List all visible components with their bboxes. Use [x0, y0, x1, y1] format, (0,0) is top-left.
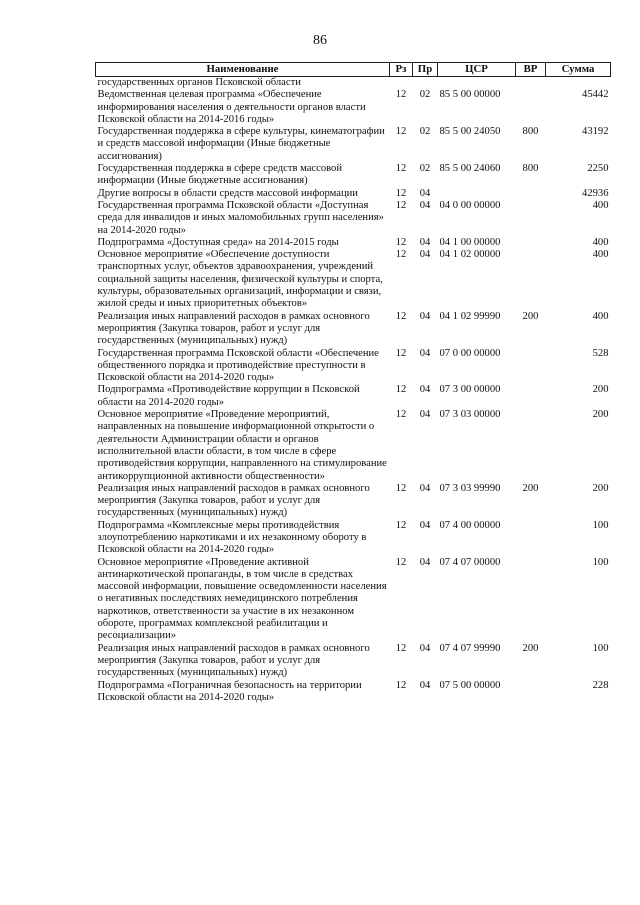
row-vr: 800 [522, 126, 539, 138]
row-rz: 12 [395, 409, 407, 421]
row-name: Реализация иных направлений расходов в рамках основного мероприятия (Закупка товаров, работ и услуг для государственных (муниципальных) нужд) [97, 642, 370, 679]
row-pr: 02 [419, 89, 431, 101]
row-rz: 12 [395, 236, 407, 248]
row-csr [438, 77, 516, 90]
row-name: Реализация иных направлений расходов в рамках основного мероприятия (Закупка товаров, работ и услуг для государственных (муниципальных) нужд) [97, 310, 370, 347]
row-pr: 04 [419, 679, 431, 691]
row-name: Государственная поддержка в сфере средств массовой информации (Иные бюджетные ассигнования) [97, 163, 343, 187]
table-header [96, 63, 611, 77]
row-sum: 2250 [587, 163, 609, 175]
header-rz: Рз [390, 63, 413, 77]
row-rz: 12 [395, 126, 407, 138]
row-csr: 07 4 07 00000 [439, 556, 501, 568]
row-sum: 42936 [582, 187, 609, 199]
row-rz: 12 [395, 310, 407, 322]
row-sum: 400 [592, 236, 609, 248]
row-csr: 07 3 00 00000 [439, 384, 501, 396]
table-row [96, 348, 611, 385]
row-pr: 02 [419, 163, 431, 175]
header-sum: Сумма [546, 63, 611, 77]
row-name: Другие вопросы в области средств массовой информации [97, 187, 358, 199]
table-row [96, 237, 611, 249]
row-sum [546, 77, 611, 90]
row-pr: 04 [419, 556, 431, 568]
row-rz: 12 [395, 347, 407, 359]
header-csr: ЦСР [438, 63, 516, 77]
table-row [96, 409, 611, 483]
table-row [96, 126, 611, 163]
row-name: Реализация иных направлений расходов в рамках основного мероприятия (Закупка товаров, работ и услуг для государственных (муниципальных) нужд) [97, 482, 370, 519]
row-sum: 228 [592, 679, 609, 691]
row-sum: 100 [592, 519, 609, 531]
row-pr: 04 [419, 384, 431, 396]
table-row [96, 163, 611, 188]
row-csr: 07 3 03 00000 [439, 409, 501, 421]
row-csr: 85 5 00 24050 [439, 126, 501, 138]
row-csr: 85 5 00 24060 [439, 163, 501, 175]
table-body [96, 77, 611, 705]
row-csr: 04 1 02 99990 [439, 310, 501, 322]
table-row [96, 643, 611, 680]
row-sum: 400 [592, 199, 609, 211]
row-name: Подпрограмма «Пограничная безопасность на территории Псковской области на 2014-2020 годы» [97, 679, 362, 703]
row-name: Основное мероприятие «Проведение мероприятий, направленных на повышение информационной открытости о деятельности Администрации области и органов исполнительной власти области, в том числе в сфере противодействия коррупции, направленного на стимулирование антикоррупционной активности общественности» [97, 409, 387, 482]
row-csr: 07 4 00 00000 [439, 519, 501, 531]
header-pr: Пр [413, 63, 438, 77]
row-vr: 800 [522, 163, 539, 175]
row-vr [516, 200, 546, 237]
row-pr: 04 [419, 236, 431, 248]
row-csr: 04 1 00 00000 [439, 236, 501, 248]
row-rz [390, 77, 413, 90]
row-pr: 04 [419, 249, 431, 261]
row-csr: 07 4 07 99990 [439, 642, 501, 654]
table-row [96, 483, 611, 520]
row-rz: 12 [395, 679, 407, 691]
row-rz: 12 [395, 163, 407, 175]
header-name: Наименование [96, 63, 390, 77]
row-pr: 04 [419, 310, 431, 322]
row-rz: 12 [395, 89, 407, 101]
row-vr [516, 188, 546, 200]
row-pr: 04 [419, 519, 431, 531]
row-name: Подпрограмма «Противодействие коррупции в Псковской области на 2014-2020 годы» [97, 384, 360, 408]
row-name: Ведомственная целевая программа «Обеспечение информирования населения о деятельности органов власти Псковской области на 2014-2016 годы» [97, 89, 366, 125]
row-vr [516, 520, 546, 557]
row-csr: 07 3 03 99990 [439, 482, 501, 494]
row-vr [516, 249, 546, 310]
row-pr: 04 [419, 642, 431, 654]
table-row [96, 200, 611, 237]
row-csr: 04 1 02 00000 [439, 249, 501, 261]
row-name: Подпрограмма «Комплексные меры противодействия злоупотреблению наркотиками и их незаконному обороту в Псковской области на 2014-2020 годы» [97, 519, 367, 556]
row-name: Государственная программа Псковской области «Доступная среда для инвалидов и иных маломобильных групп населения» на 2014-2020 годы» [97, 199, 384, 236]
row-rz: 12 [395, 249, 407, 261]
table-row [96, 520, 611, 557]
row-pr: 04 [419, 187, 431, 199]
row-csr: 04 0 00 00000 [439, 199, 501, 211]
row-rz: 12 [395, 187, 407, 199]
row-csr: 07 5 00 00000 [439, 679, 501, 691]
row-rz: 12 [395, 199, 407, 211]
header-vr: ВР [516, 63, 546, 77]
row-pr: 04 [419, 347, 431, 359]
row-sum: 200 [592, 482, 609, 494]
row-csr [438, 188, 516, 200]
row-vr [516, 384, 546, 409]
row-name: Основное мероприятие «Обеспечение доступности транспортных услуг, объектов здравоохранения, учреждений социальной защиты населения, физической культуры и спорта, культуры, образовательных организаций, информации и связи, жилой среды и иных приоритетных объектов» [97, 249, 383, 310]
row-rz: 12 [395, 384, 407, 396]
row-vr [516, 680, 546, 705]
row-sum: 100 [592, 642, 609, 654]
table-row [96, 557, 611, 643]
table-row [96, 249, 611, 310]
table-row [96, 77, 611, 90]
row-sum: 45442 [582, 89, 609, 101]
budget-table [95, 62, 611, 704]
row-pr: 04 [419, 482, 431, 494]
row-sum: 43192 [582, 126, 609, 138]
row-sum: 528 [592, 347, 609, 359]
table-row [96, 89, 611, 126]
page-number: 86 [313, 33, 327, 48]
row-vr [516, 557, 546, 643]
row-sum: 400 [592, 310, 609, 322]
row-name: Государственная поддержка в сфере культуры, кинематографии и средств массовой информации (Иные бюджетные ассигнования) [97, 126, 385, 162]
row-pr [413, 77, 438, 90]
row-vr [516, 89, 546, 126]
table-row [96, 384, 611, 409]
row-vr [516, 409, 546, 483]
row-sum: 400 [592, 249, 609, 261]
row-rz: 12 [395, 519, 407, 531]
row-vr [516, 237, 546, 249]
row-vr: 200 [522, 310, 539, 322]
row-sum: 200 [592, 384, 609, 396]
table-row [96, 680, 611, 705]
row-sum: 100 [592, 556, 609, 568]
row-name: Основное мероприятие «Проведение активной антинаркотической пропаганды, в том числе в средствах массовой информации, повышение осведомленности населения о негативных последствиях немедицинского потребления наркотиков, ответственности за участие в их незаконном обороте, программах комплексной реабилитации и ресоциализации» [97, 556, 387, 642]
row-rz: 12 [395, 642, 407, 654]
table-row [96, 311, 611, 348]
row-pr: 04 [419, 199, 431, 211]
row-rz: 12 [395, 482, 407, 494]
row-vr [516, 77, 546, 90]
row-rz: 12 [395, 556, 407, 568]
row-sum: 200 [592, 409, 609, 421]
row-name: государственных органов Псковской области [97, 77, 301, 88]
row-pr: 04 [419, 409, 431, 421]
row-vr: 200 [522, 482, 539, 494]
row-name: Подпрограмма «Доступная среда» на 2014-2015 годы [97, 236, 339, 248]
table-row [96, 188, 611, 200]
row-csr: 85 5 00 00000 [439, 89, 501, 101]
row-vr: 200 [522, 642, 539, 654]
row-pr: 02 [419, 126, 431, 138]
row-name: Государственная программа Псковской области «Обеспечение общественного порядка и противодействие преступности в Псковской области на 2014-2020 годы» [97, 347, 379, 384]
row-vr [516, 348, 546, 385]
row-csr: 07 0 00 00000 [439, 347, 501, 359]
